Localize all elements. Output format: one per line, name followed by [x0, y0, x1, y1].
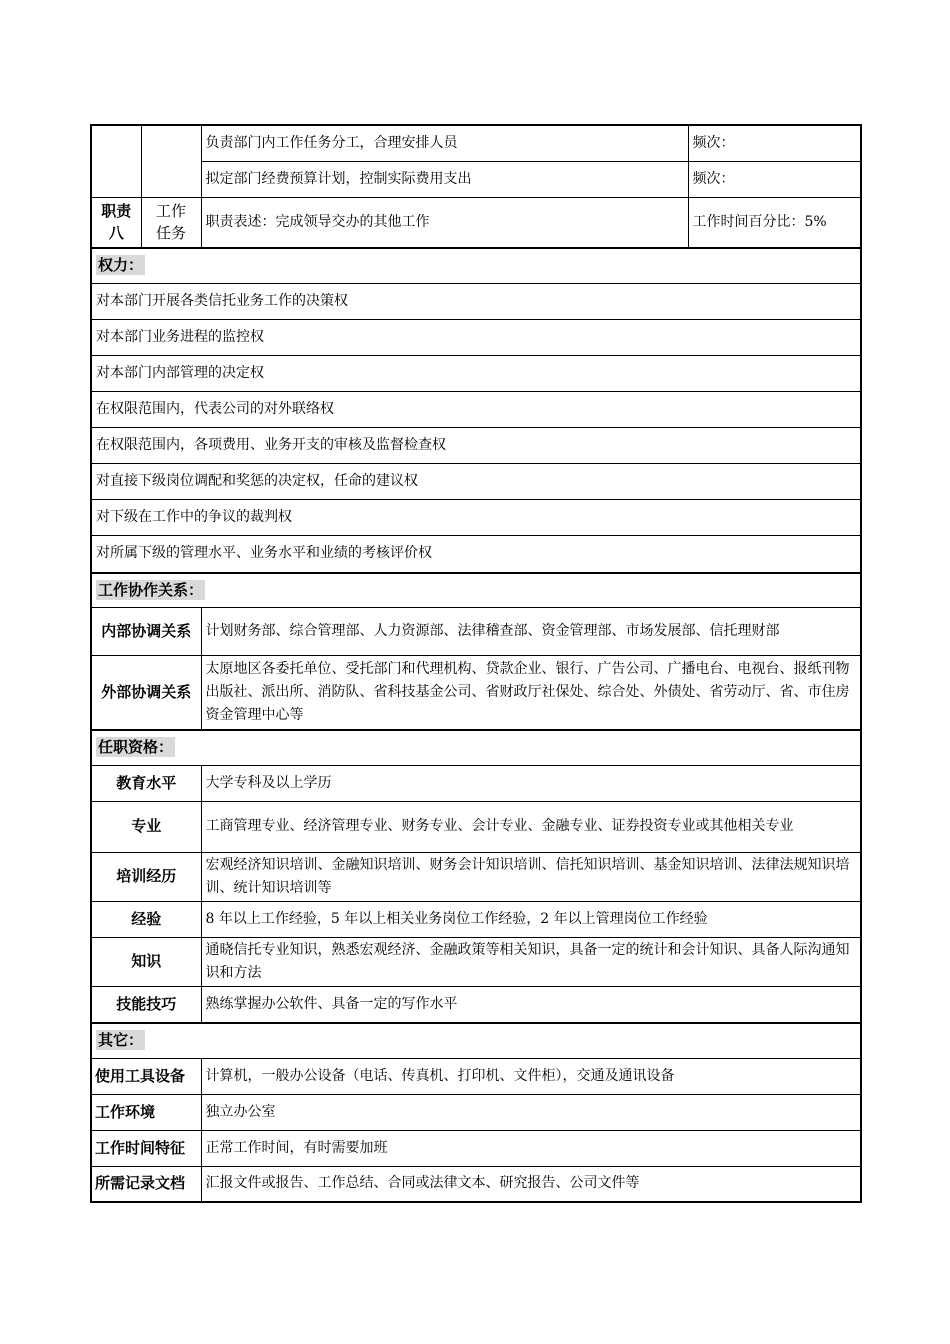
qualifications-header-row — [91, 730, 861, 765]
other-text: 独立办公室 — [201, 1094, 861, 1130]
duty-8-label: 职责八 — [91, 197, 141, 248]
authority-row — [91, 319, 861, 355]
authority-row — [91, 427, 861, 463]
qualification-row — [91, 901, 861, 937]
duty-row — [91, 161, 861, 197]
other-text: 计算机，一般办公设备（电话、传真机、打印机、文件柜），交通及通讯设备 — [201, 1058, 861, 1094]
duty-8-description: 职责表述：完成领导交办的其他工作 — [201, 197, 688, 248]
qualification-text: 工商管理专业、经济管理专业、财务专业、会计专业、金融专业、证券投资专业或其他相关专业 — [201, 801, 861, 852]
other-text: 汇报文件或报告、工作总结、合同或法律文本、研究报告、公司文件等 — [201, 1166, 861, 1202]
duty-frequency: 频次： — [688, 125, 861, 161]
other-label: 所需记录文档 — [91, 1166, 201, 1202]
other-label: 使用工具设备 — [91, 1058, 201, 1094]
other-row — [91, 1058, 861, 1094]
qualification-row — [91, 801, 861, 852]
qualifications-title: 任职资格： — [91, 730, 861, 765]
qualification-label: 技能技巧 — [91, 986, 201, 1023]
authority-row — [91, 499, 861, 535]
duty-row-8 — [91, 197, 861, 248]
qualification-label: 知识 — [91, 937, 201, 986]
duty-row — [91, 125, 861, 161]
other-row — [91, 1166, 861, 1202]
other-row — [91, 1130, 861, 1166]
duty-blank-cell — [91, 125, 141, 197]
other-label: 工作环境 — [91, 1094, 201, 1130]
qualification-label: 专业 — [91, 801, 201, 852]
authority-item: 对本部门开展各类信托业务工作的决策权 — [91, 283, 861, 319]
authority-row — [91, 355, 861, 391]
other-label: 工作时间特征 — [91, 1130, 201, 1166]
job-description-table — [90, 124, 862, 1203]
qualification-text: 宏观经济知识培训、金融知识培训、财务会计知识培训、信托知识培训、基金知识培训、法律法规知识培训、统计知识培训等 — [201, 852, 861, 901]
qualification-label: 经验 — [91, 901, 201, 937]
authority-title: 权力： — [91, 248, 861, 283]
authority-header-row — [91, 248, 861, 283]
external-coordination-row — [91, 655, 861, 730]
qualification-row — [91, 986, 861, 1023]
qualification-row — [91, 852, 861, 901]
internal-coordination-text: 计划财务部、综合管理部、人力资源部、法律稽查部、资金管理部、市场发展部、信托理财部 — [201, 607, 861, 655]
collaboration-header-row — [91, 573, 861, 607]
duty-8-percent: 工作时间百分比：5% — [688, 197, 861, 248]
qualification-row — [91, 937, 861, 986]
qualification-text: 大学专科及以上学历 — [201, 765, 861, 801]
other-header-row — [91, 1023, 861, 1058]
qualification-text: 熟练掌握办公软件、具备一定的写作水平 — [201, 986, 861, 1023]
qualification-text: 8 年以上工作经验，5 年以上相关业务岗位工作经验，2 年以上管理岗位工作经验 — [201, 901, 861, 937]
authority-item: 对本部门业务进程的监控权 — [91, 319, 861, 355]
other-text: 正常工作时间，有时需要加班 — [201, 1130, 861, 1166]
other-row — [91, 1094, 861, 1130]
collaboration-title: 工作协作关系： — [91, 573, 861, 607]
qualification-label: 教育水平 — [91, 765, 201, 801]
other-title: 其它： — [91, 1023, 861, 1058]
internal-coordination-label: 内部协调关系 — [91, 607, 201, 655]
job-description-sheet — [90, 124, 860, 1203]
authority-item: 对本部门内部管理的决定权 — [91, 355, 861, 391]
authority-row — [91, 391, 861, 427]
duty-blank-cell — [141, 125, 201, 197]
authority-item: 对直接下级岗位调配和奖惩的决定权，任命的建议权 — [91, 463, 861, 499]
qualification-row — [91, 765, 861, 801]
authority-item: 对下级在工作中的争议的裁判权 — [91, 499, 861, 535]
internal-coordination-row — [91, 607, 861, 655]
duty-frequency: 频次： — [688, 161, 861, 197]
external-coordination-text: 太原地区各委托单位、受托部门和代理机构、贷款企业、银行、广告公司、广播电台、电视台、报纸刊物出版社、派出所、消防队、省科技基金公司、省财政厅社保处、综合处、外债处、省劳动厅、省、市住房资金管理中心等 — [201, 655, 861, 730]
qualification-label: 培训经历 — [91, 852, 201, 901]
authority-row — [91, 283, 861, 319]
authority-row — [91, 535, 861, 573]
duty-text: 负责部门内工作任务分工，合理安排人员 — [201, 125, 688, 161]
authority-item: 在权限范围内，代表公司的对外联络权 — [91, 391, 861, 427]
authority-item: 在权限范围内，各项费用、业务开支的审核及监督检查权 — [91, 427, 861, 463]
duty-text: 拟定部门经费预算计划，控制实际费用支出 — [201, 161, 688, 197]
external-coordination-label: 外部协调关系 — [91, 655, 201, 730]
authority-row — [91, 463, 861, 499]
duty-8-sublabel: 工作任务 — [141, 197, 201, 248]
authority-item: 对所属下级的管理水平、业务水平和业绩的考核评价权 — [91, 535, 861, 573]
qualification-text: 通晓信托专业知识，熟悉宏观经济、金融政策等相关知识，具备一定的统计和会计知识、具备人际沟通知识和方法 — [201, 937, 861, 986]
